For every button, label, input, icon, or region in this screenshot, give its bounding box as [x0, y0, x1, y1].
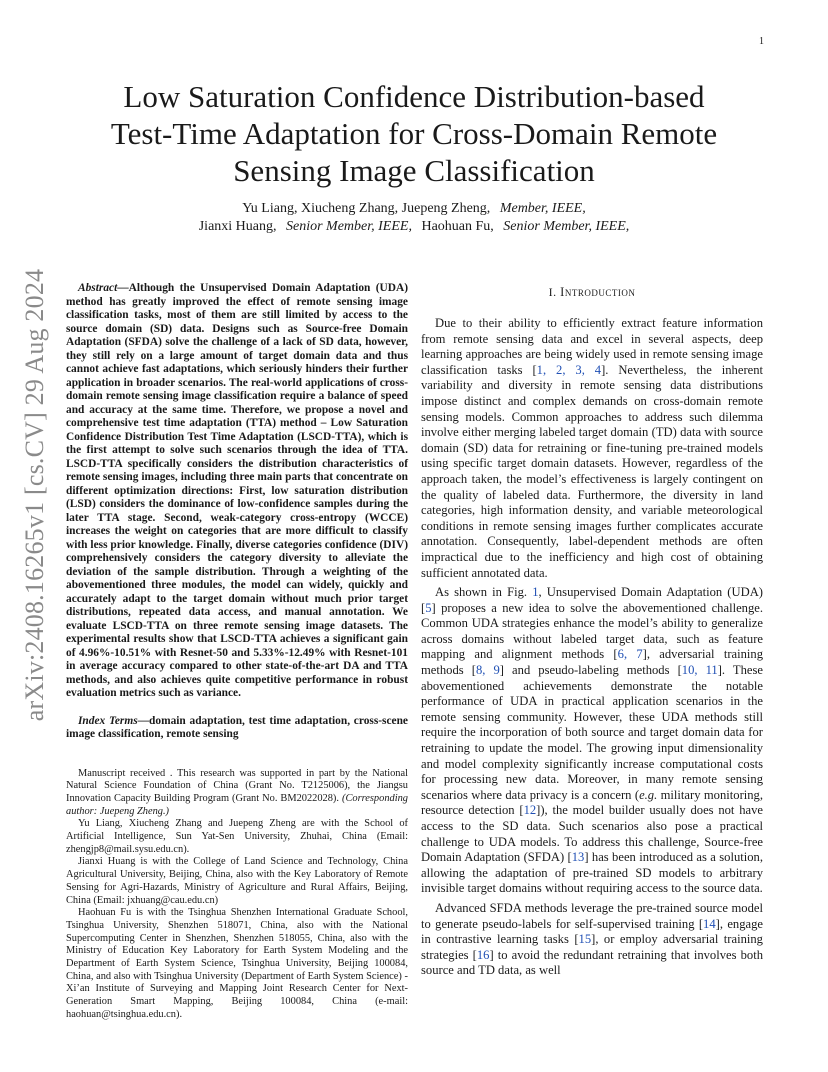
citation-link[interactable]: 6, 7: [617, 647, 643, 662]
intro-p3-text-a: Advanced SFDA methods leverage the pre-trained source model to generate pseudo-labels for self-supervised training [: [421, 900, 763, 931]
intro-p2-text-a: As shown in Fig.: [435, 585, 533, 600]
footnote-funding: [66, 768, 408, 819]
intro-p2-text-d: ], adversarial training methods [: [421, 647, 763, 678]
title-line-3: Sensing Image Classification: [233, 153, 595, 188]
intro-p3-text-b: ], engage in contrastive learning tasks [: [421, 916, 763, 947]
intro-p1-text-b: ]. Nevertheless, the inherent variability and diversity in remote sensing data distributions impose distinct and complex demands on cross-domain remote sensing models. Common approaches to address such dilemma involve either merging labeled target domain (TD) data with source domain (SD) data for retraining or fine-tuning pre-trained models using specific target domain datasets. However, regardless of the approach taken, the model’s effectiveness is largely contingent on the quality of labeled data. Furthermore, the diversity in land categories, high information density, and variable meteorological conditions in remote sensing images further complicates accurate annotation. Consequently, label-dependent methods are often impractical due to the inefficiency and high cost of obtaining sufficient annotated data.: [421, 362, 764, 580]
citation-link[interactable]: 1, 2, 3, 4: [536, 362, 602, 377]
citation-link[interactable]: 8, 9: [475, 663, 500, 678]
section-number: I.: [548, 285, 557, 299]
intro-p3-text-c: ], or employ adversarial training strategies [: [421, 932, 763, 962]
footnote-affiliation-2: Jianxi Huang is with the College of Land Science and Technology, China Agricultural University, Beijing, China, also with the Key Laboratory of Remote Sensing for Agri-Hazards, Ministry of Agriculture and Rural Affairs, Beijing, China (Email: jxhuang@cau.edu.cn): [66, 856, 408, 906]
page-number: 1: [759, 36, 764, 47]
citation-link[interactable]: 10, 11: [681, 663, 718, 678]
intro-p2-text-b: , Unsupervised Domain Adaptation (UDA) [: [421, 585, 763, 615]
author-list: [60, 200, 768, 236]
intro-p2-text-h: ]), the model builder usually does not have access to the SD data. Such scenarios also pose a practical challenge to UDA models. To address this challenge, Source-free Domain Adaptation (SFDA) [: [421, 803, 763, 865]
title-line-2: Test-Time Adaptation for Cross-Domain Remote: [110, 116, 718, 151]
intro-paragraph-1: [421, 316, 763, 581]
left-column: [66, 282, 408, 1022]
corresponding-author-note: (Corresponding author: Juepeng Zheng.): [66, 792, 408, 817]
intro-p2-text-f: ]. These abovementioned achievements demonstrate the notable performance of UDA in practical application scenarios in the remote sensing community. However, these UDA methods still require the incorporation of both source and target domain data for retraining to update the model. The growing input dimensionality and model complexity significantly increase computational costs for processing new data. Moreover, in many remote sensing scenarios where data privacy is a concern (: [421, 663, 763, 802]
author-names-1: Yu Liang, Xiucheng Zhang, Juepeng Zheng,: [242, 201, 491, 216]
title-line-1: Low Saturation Confidence Distribution-based: [123, 79, 705, 114]
citation-link[interactable]: 14: [703, 916, 716, 931]
arxiv-stamp-text: arXiv:2408.16265v1 [cs.CV] 29 Aug 2024: [20, 268, 49, 722]
abstract-text: —Although the Unsupervised Domain Adaptation (UDA) method has greatly improved the effect of remote sensing image classification tasks, most of them are still limited by access to the source domain (SD) data. Designs such as Source-free Domain Adaptation (SFDA) solve the challenge of a lack of SD data, however, they still rely on a large amount of target domain data and thus cannot achieve fast adaptations, which seriously hinders their further application in broader scenarios. The real-world applications of cross-domain remote sensing image classification require a balance of speed and accuracy at the same time. Therefore, we propose a novel and comprehensive test time adaptation (TTA) method – Low Saturation Confidence Distribution Test Time Adaptation (LSCD-TTA), which is the first attempt to solve such scenarios through the idea of TTA. LSCD-TTA specifically considers the distribution characteristics of remote sensing images, including three main parts that concentrate on different optimization directions: First, low saturation distribution (LSD) considers the dominance of low-confidence samples during the later TTA stage. Second, weak-category cross-entropy (WCCE) increases the weight on categories that are more difficult to classify with less prior knowledge. Finally, diverse categories confidence (DIV) comprehensively considers the category diversity to alleviate the deviation of the sample distribution. Through a weighting of the abovementioned three modules, the model can widely, quickly and accurately adapt to the target domain without much prior target distributions, repeated data access, and manual annotation. We evaluate LSCD-TTA on three remote sensing image datasets. The experimental results show that LSCD-TTA achieves a significant gain of 4.96%-10.51% with Resnet-50 and 5.33%-12.49% with Resnet-101 in average accuracy compared to other state-of-the-art DA and TTA methods, and also achieves quite competitive performance in robust evaluation metrics such as variance.: [66, 282, 408, 699]
intro-p2-text-c: ] proposes a new idea to solve the abovementioned challenge. Common UDA strategies enhance the model’s ability to generalize across domains without labeled target data, such as feature mapping and alignment methods [: [421, 600, 763, 662]
author-names-2b: Haohuan Fu,: [421, 219, 494, 234]
paper-title: [60, 78, 768, 189]
index-terms: [66, 715, 408, 742]
footnotes: [66, 768, 408, 1022]
section-title: Introduction: [560, 285, 636, 299]
footnote-affiliation-1: Yu Liang, Xiucheng Zhang and Juepeng Zheng are with the School of Artificial Intelligence, Sun Yat-Sen University, Zhuhai, China (Email: zhengjp8@mail.sysu.edu.cn).: [66, 818, 408, 855]
section-heading: [421, 285, 763, 300]
citation-link[interactable]: 13: [571, 850, 585, 865]
author-names-2a: Jianxi Huang,: [198, 219, 277, 234]
citation-link[interactable]: 16: [476, 947, 490, 962]
intro-p1-text-a: Due to their ability to efficiently extract feature information from remote sensing data and excel in several aspects, deep learning approaches are being widely used in remote sensing image classification tasks [: [421, 316, 763, 377]
intro-p2-text-i: ] has been introduced as a solution, allowing the adaptation of pre-trained SD models to arbitrary invisible target domains without requiring access to the source data.: [421, 850, 763, 896]
right-column: [421, 282, 763, 979]
intro-paragraph-2: [421, 585, 763, 897]
author-line-2: [60, 218, 768, 236]
footnote-funding-text: Manuscript received . This research was supported in part by the National Natural Science Foundation of China (Grant No. T2125006), the Jiangsu Innovation Capacity Building Program (Grant No. BM2022028).: [66, 767, 408, 804]
intro-p3-text-d: ] to avoid the redundant retraining that involves both source and TD data, as well: [421, 947, 763, 978]
author-role-2a: Senior Member, IEEE,: [286, 219, 412, 234]
index-terms-label: Index Terms: [78, 714, 138, 727]
arxiv-stamp: [20, 268, 50, 722]
abstract-label: Abstract: [78, 282, 118, 294]
intro-p2-text-g: military monitoring, resource detection [: [421, 787, 764, 818]
citation-link[interactable]: 5: [425, 600, 432, 615]
citation-link[interactable]: 15: [578, 932, 592, 947]
intro-p2-text-e: ] and pseudo-labeling methods [: [499, 663, 682, 678]
author-line-1: [60, 200, 768, 218]
author-role-1: Member, IEEE,: [499, 201, 586, 216]
abstract: [66, 282, 408, 701]
index-terms-text: —domain adaptation, test time adaptation, cross-scene image classification, remote sensing: [66, 714, 408, 740]
footnote-affiliation-3: Haohuan Fu is with the Tsinghua Shenzhen International Graduate School, Tsinghua University, Shenzhen 518071, China, also with the National Supercomputing Center in Shenzhen, Shenzhen 518055, China, also with the Ministry of Education Key Laboratory for Earth System Modeling and the Department of Earth System Science, Tsinghua University, Beijing 100084, China, and also with Tsinghua University (Department of Earth System Science) - Xi’an Institute of Surveying and Mapping Joint Research Center for Next-Generation Smart Mapping, Beijing 100084, China (e-mail: haohuan@tsinghua.edu.cn).: [66, 907, 408, 1020]
figure-link[interactable]: 1: [532, 585, 539, 600]
intro-paragraph-3: [421, 901, 763, 979]
intro-p2-eg: e.g.: [639, 787, 658, 802]
author-role-2b: Senior Member, IEEE,: [503, 219, 630, 234]
citation-link[interactable]: 12: [523, 803, 537, 818]
